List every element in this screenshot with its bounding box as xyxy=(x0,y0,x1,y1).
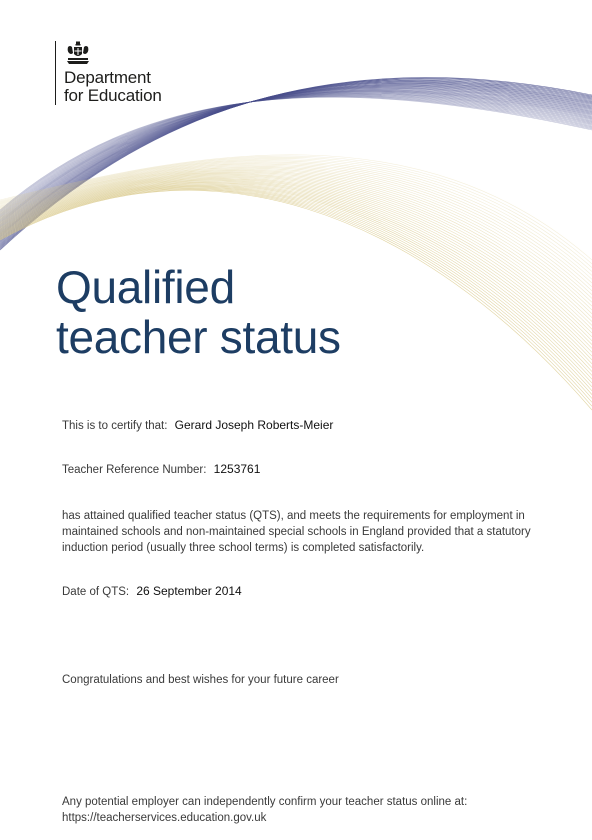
verification-footer xyxy=(62,794,467,826)
department-name-line1: Department xyxy=(64,68,151,87)
teacher-name: Gerard Joseph Roberts-Meier xyxy=(174,418,334,432)
qts-statement xyxy=(62,508,552,556)
department-name-line2: for Education xyxy=(64,86,162,105)
certificate-title xyxy=(56,262,341,362)
qts-date-value: 26 September 2014 xyxy=(136,584,242,598)
qts-date-label: Date of QTS: xyxy=(62,586,130,598)
qts-statement-line2: maintained schools and non-maintained special schools in England provided that a statutory xyxy=(62,526,531,538)
verification-url[interactable]: https://teacherservices.education.gov.uk xyxy=(62,812,267,824)
trn-value: 1253761 xyxy=(213,462,261,476)
qts-statement-line3: induction period (usually three school terms) is completed satisfactorily. xyxy=(62,542,425,554)
certify-label: This is to certify that: xyxy=(62,420,168,432)
congratulations-message: Congratulations and best wishes for your future career xyxy=(62,674,339,686)
qts-statement-line1: has attained qualified teacher status (QTS), and meets the requirements for employment in xyxy=(62,510,525,522)
certify-row xyxy=(62,418,333,432)
department-logo xyxy=(55,41,162,105)
trn-label: Teacher Reference Number: xyxy=(62,464,207,476)
certificate-title-line2: teacher status xyxy=(56,311,341,363)
certificate-title-line1: Qualified xyxy=(56,261,235,313)
royal-coat-of-arms-icon xyxy=(65,41,91,65)
verification-text: Any potential employer can independently confirm your teacher status online at: xyxy=(62,796,468,808)
trn-row xyxy=(62,462,260,476)
department-name xyxy=(64,69,194,105)
qts-date-row xyxy=(62,584,242,598)
